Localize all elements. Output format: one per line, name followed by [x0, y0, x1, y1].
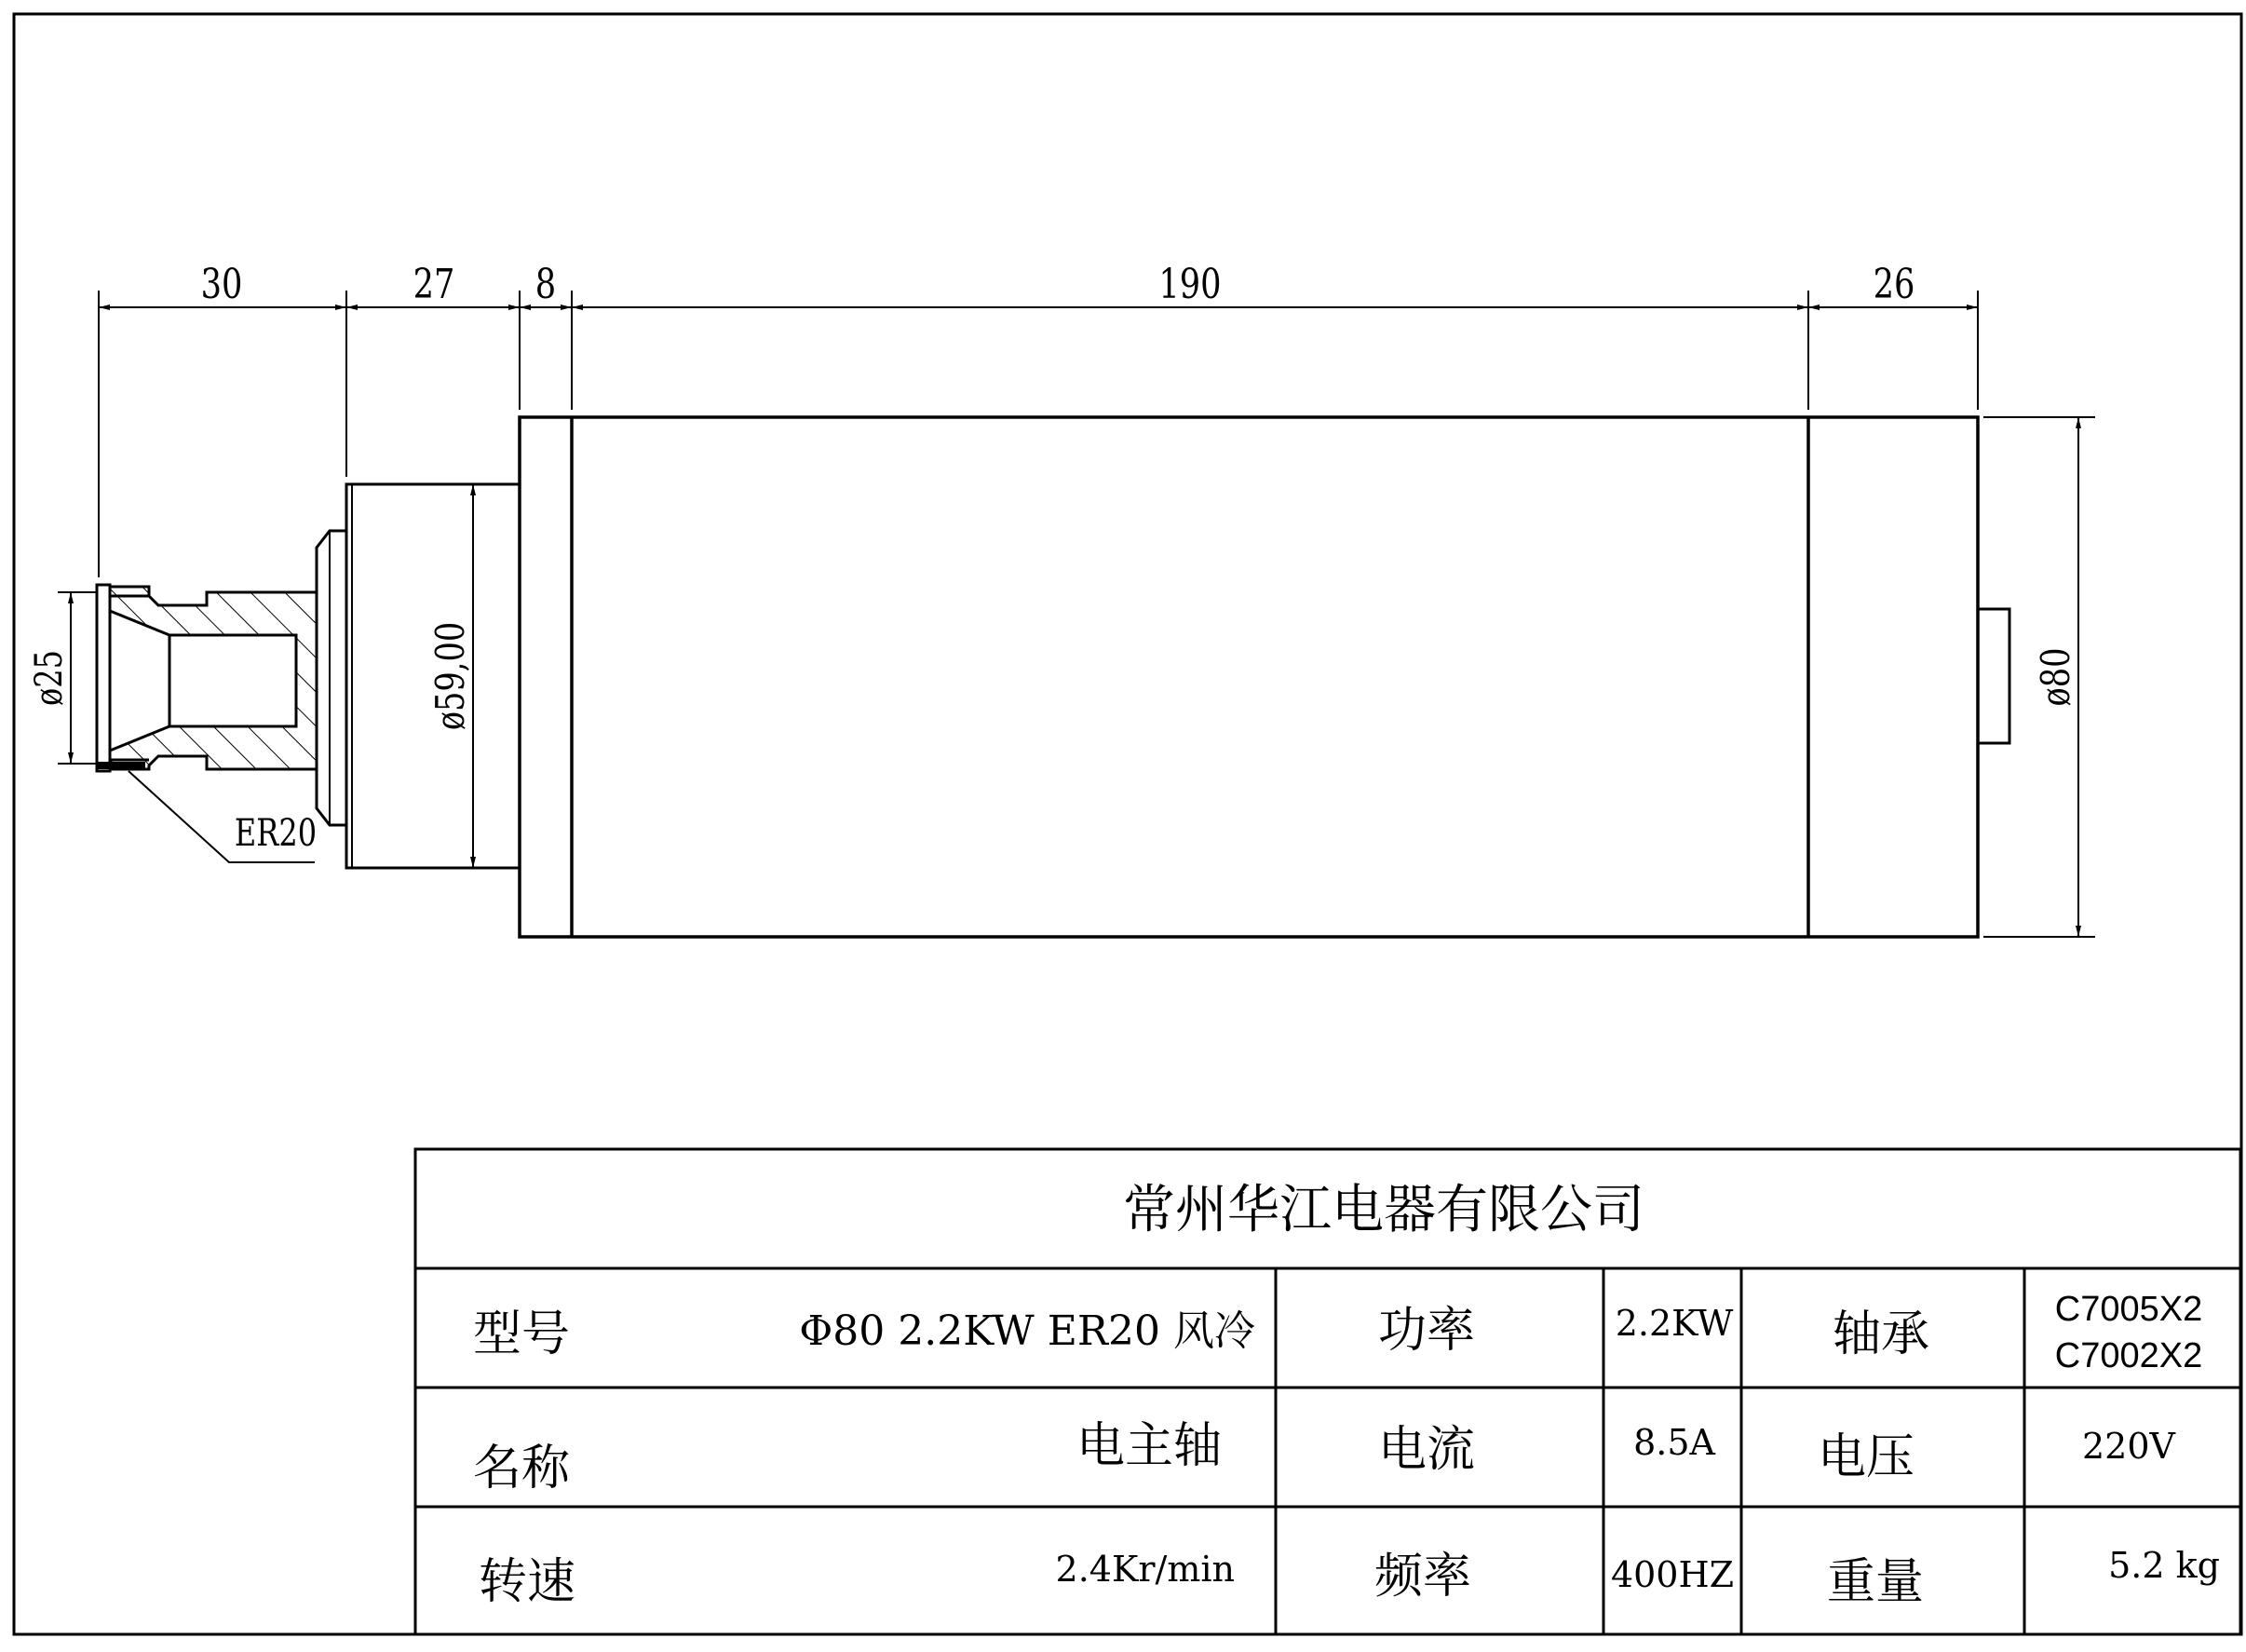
- main-housing: [520, 417, 1978, 937]
- dim-dia59: ø59,00: [427, 621, 473, 731]
- label-frequency: 频率: [1373, 1549, 1472, 1605]
- value-speed: 2.4Kr/min: [1055, 1549, 1235, 1590]
- label-name: 名称: [473, 1441, 571, 1496]
- value-current: 8.5A: [1633, 1422, 1715, 1463]
- spindle-body: [97, 417, 2009, 937]
- value-bearing-1: C7005X2: [2054, 1290, 2203, 1329]
- value-voltage: 220V: [2082, 1426, 2175, 1467]
- company-name: 常州华江电器有限公司: [1123, 1180, 1644, 1240]
- value-bearing-2: C7002X2: [2054, 1336, 2203, 1375]
- value-power: 2.2KW: [1615, 1303, 1734, 1344]
- dim-30: 30: [200, 261, 243, 309]
- label-speed: 转速: [479, 1554, 576, 1610]
- value-name: 电主轴: [1076, 1418, 1222, 1474]
- dim-190: 190: [1158, 261, 1222, 309]
- nut-edge-block: [97, 762, 145, 769]
- value-frequency: 400HZ: [1610, 1554, 1735, 1595]
- nose-bevel: [317, 531, 346, 825]
- label-current: 电流: [1377, 1422, 1476, 1478]
- dim-26: 26: [1873, 261, 1915, 309]
- dimension-lines: [58, 291, 2095, 937]
- dim-dia80: ø80: [2033, 647, 2078, 707]
- drawing-border: [14, 14, 2241, 1634]
- value-model: Φ80 2.2KW ER20 风冷: [799, 1307, 1255, 1355]
- label-weight: 重量: [1826, 1554, 1925, 1610]
- dim-8: 8: [534, 261, 557, 309]
- label-bearing: 轴承: [1832, 1307, 1930, 1362]
- er20-label: ER20: [234, 810, 318, 855]
- dim-27: 27: [413, 261, 455, 309]
- collet-nut-face: [97, 585, 110, 771]
- dim-dia25: ø25: [26, 650, 71, 706]
- label-model: 型号: [473, 1307, 571, 1362]
- label-voltage: 电压: [1817, 1429, 1915, 1485]
- value-weight: 5.2 kg: [2108, 1545, 2220, 1586]
- label-power: 功率: [1377, 1303, 1476, 1359]
- rear-connector: [1978, 609, 2009, 743]
